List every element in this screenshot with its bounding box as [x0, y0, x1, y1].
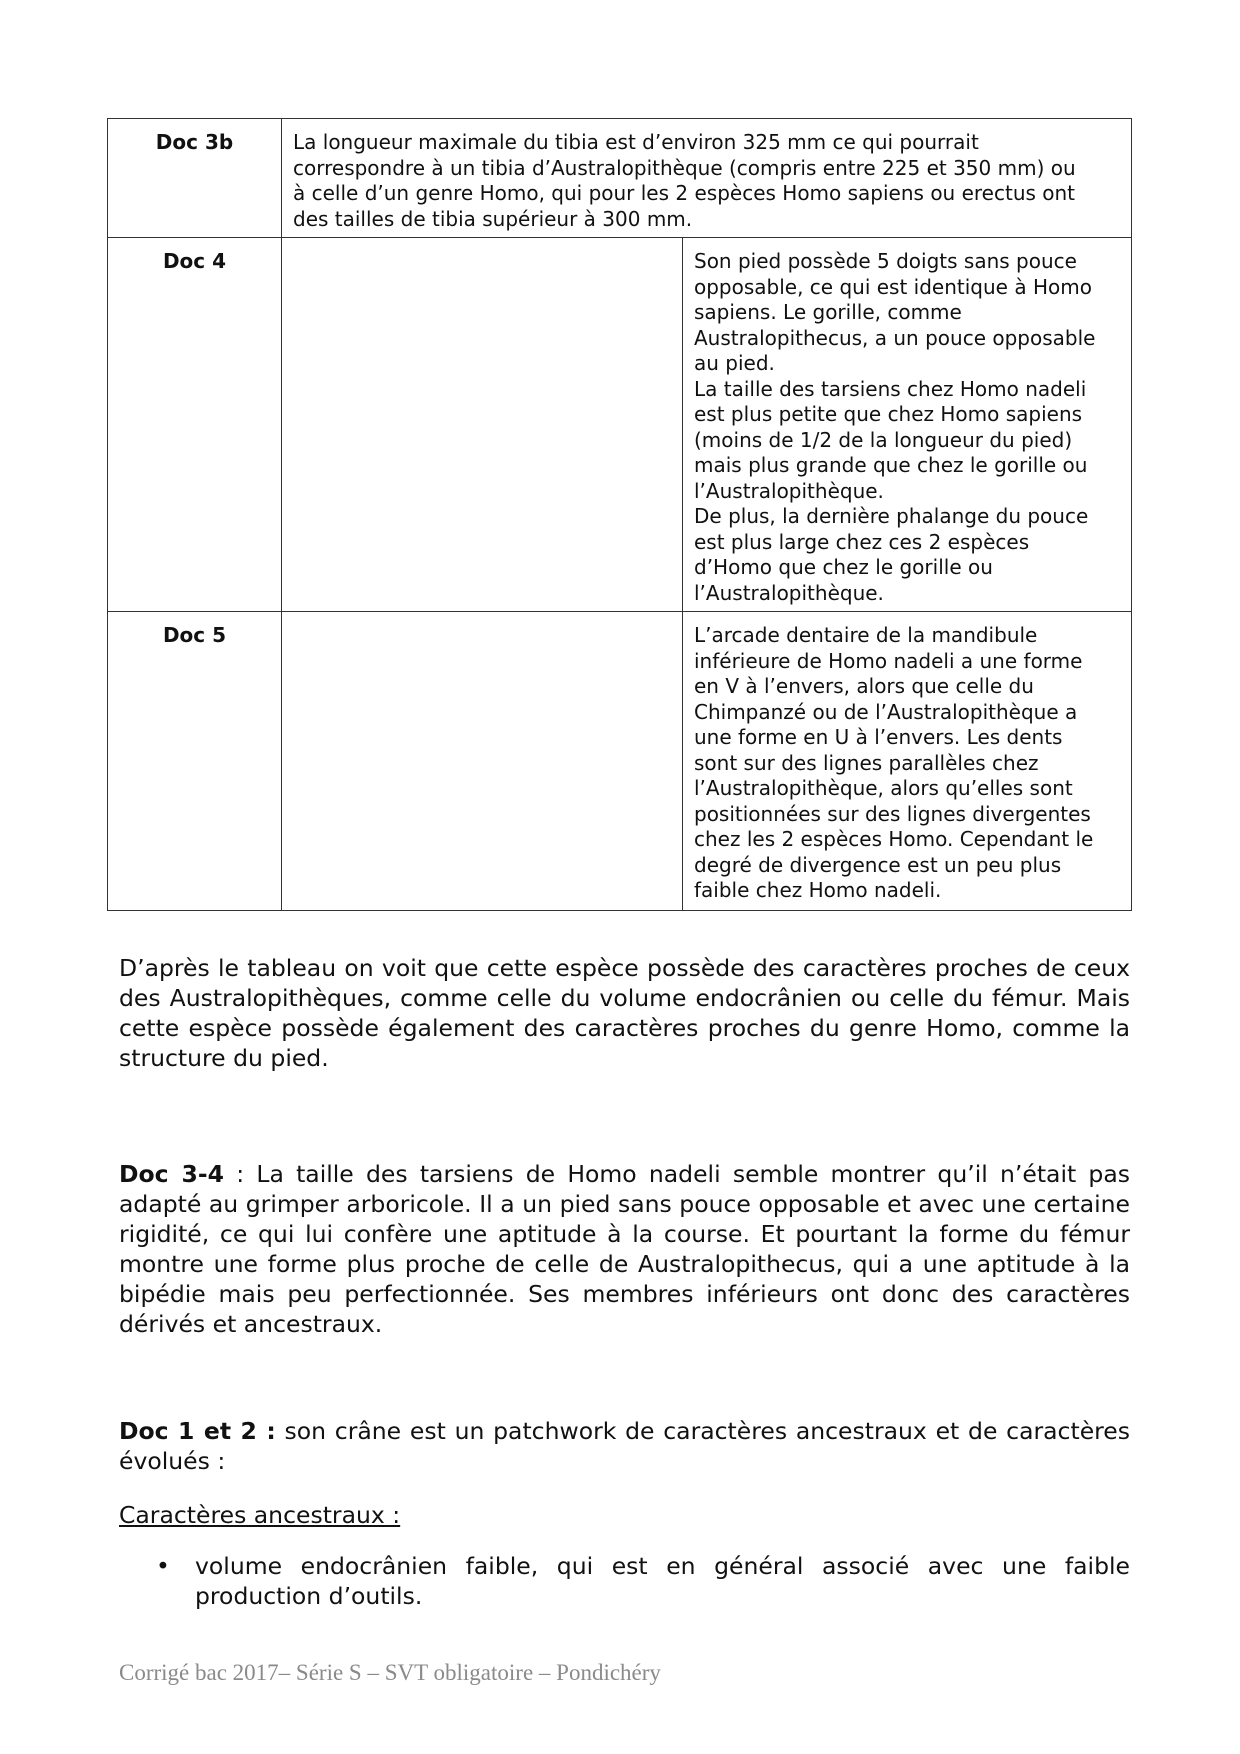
doc34-label: Doc 3-4: [119, 1160, 224, 1188]
ancestral-list: [119, 1551, 1130, 1611]
doc34-text: : La taille des tarsiens de Homo nadeli semble montrer qu’il n’était pas adapté au grimper arboricole. Il a un pied sans pouce opposable et avec une certaine rigidité, ce qui lui confère une aptitude à la course. Et pourtant la forme du fémur montre une forme plus proche de celle de Australopithecus, qui a une aptitude à la bipédie mais peu perfectionnée. Ses membres inférieurs ont donc des caractères dérivés et ancestraux.: [119, 1160, 1130, 1338]
doc4-text: Son pied possède 5 doigts sans pouce opposable, ce qui est identique à Homo sapiens. Le gorille, comme Australopithecus, a un pouce opposable au pied. La taille des tarsiens chez Homo nadeli est plus petite que chez Homo sapiens (moins de 1/2 de la longueur du pied) mais plus grande que chez le gorille ou l’Australopithèque. De plus, la dernière phalange du pouce est plus large chez ces 2 espèces d’Homo que chez le gorille ou l’Australopithèque.: [683, 238, 1132, 612]
doc12-label: Doc 1 et 2 :: [119, 1417, 276, 1445]
doc3b-text: La longueur maximale du tibia est d’environ 325 mm ce qui pourrait correspondre à un tibia d’Australopithèque (compris entre 225 et 350 mm) ou à celle d’un genre Homo, qui pour les 2 espèces Homo sapiens ou erectus ont des tailles de tibia supérieur à 300 mm.: [282, 119, 1132, 238]
doc34-paragraph: [119, 1159, 1130, 1339]
doc12-text: son crâne est un patchwork de caractères ancestraux et de caractères évolués :: [119, 1417, 1130, 1475]
list-item: [119, 1551, 1130, 1611]
doc12-paragraph: [119, 1416, 1130, 1476]
intro-paragraph: D’après le tableau on voit que cette espèce possède des caractères proches de ceux des Australopithèques, comme celle du volume endocrânien ou celle du fémur. Mais cette espèce possède également des caractères proches du genre Homo, comme la structure du pied.: [119, 954, 1130, 1072]
doc5-middle-cell: [282, 612, 683, 911]
table-row-doc5: [108, 612, 1132, 911]
table-row-doc3b: [108, 119, 1132, 238]
doc5-text: L’arcade dentaire de la mandibule inférieure de Homo nadeli a une forme en V à l’envers, alors que celle du Chimpanzé ou de l’Australopithèque a une forme en U à l’envers. Les dents sont sur des lignes parallèles chez l’Australopithèque, alors qu’elles sont positionnées sur des lignes divergentes chez les 2 espèces Homo. Cependant le degré de divergence est un peu plus faible chez Homo nadeli.: [683, 612, 1132, 911]
doc-label: Doc 3b: [108, 119, 282, 238]
list-item-text: volume endocrânien faible, qui est en général associé avec une faible production d’outils.: [195, 1552, 1130, 1610]
doc4-middle-cell: [282, 238, 683, 612]
page-footer: Corrigé bac 2017– Série S – SVT obligatoire – Pondichéry: [119, 1660, 661, 1685]
documents-table: [107, 118, 1132, 911]
ancestral-heading: Caractères ancestraux :: [119, 1501, 401, 1529]
doc-label: Doc 4: [108, 238, 282, 612]
table-row-doc4: [108, 238, 1132, 612]
bullet-icon: •: [156, 1552, 170, 1580]
doc-label: Doc 5: [108, 612, 282, 911]
